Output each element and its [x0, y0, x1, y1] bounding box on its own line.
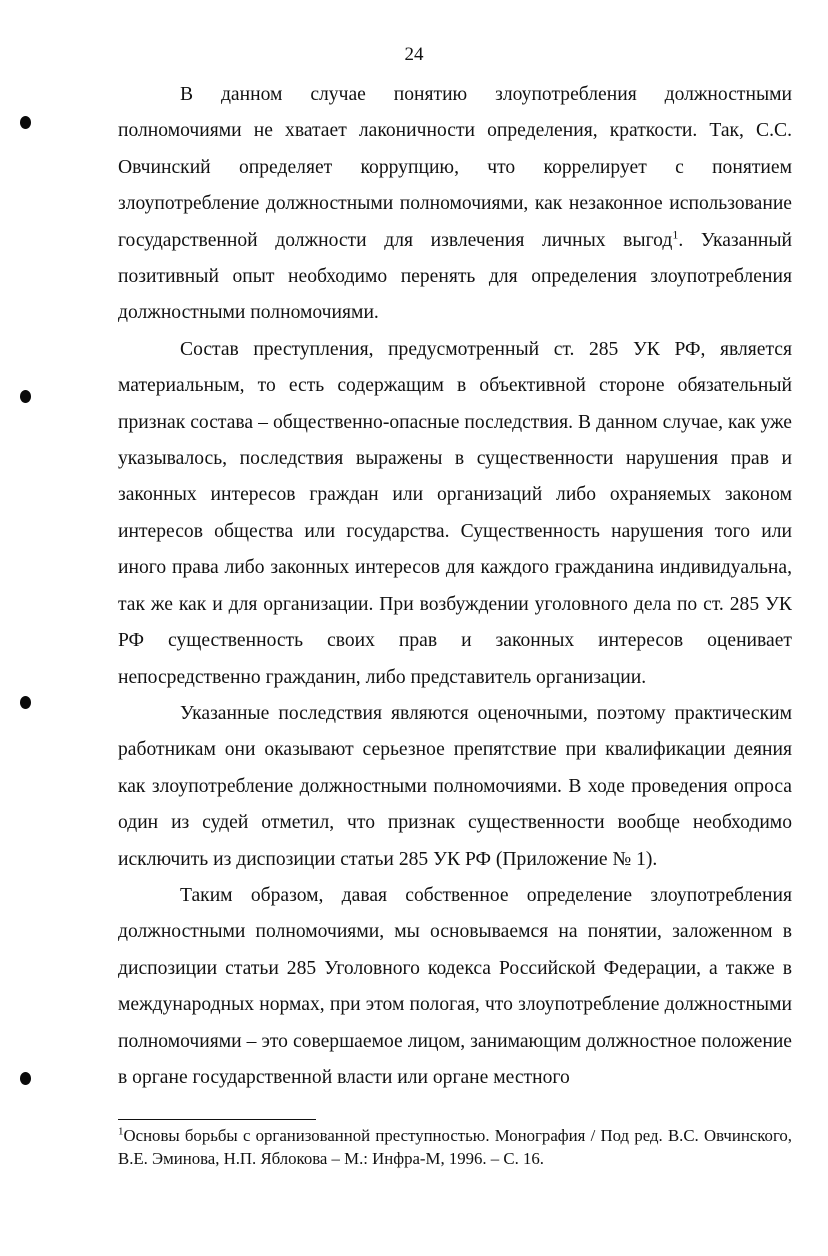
- paragraph-1-text: В данном случае понятию злоупотребления должностными полномочиями не хватает лаконичности определения, краткости. Так, С.С. Овчинский определяет коррупцию, что коррелирует с понятием злоупотребление должностными полномочиями, как незаконное использование государственной должности для извлечения личных выгод: [118, 84, 792, 251]
- footnote: [118, 1124, 792, 1170]
- paragraph-1: [118, 77, 792, 332]
- punch-hole-mark: [20, 1072, 31, 1085]
- punch-hole-mark: [20, 116, 31, 129]
- footnote-separator: [118, 1119, 316, 1120]
- main-text: [118, 77, 792, 1096]
- page-number: 24: [404, 44, 424, 65]
- paragraph-4: Таким образом, давая собственное определение злоупотребления должностными полномочиями, мы основываемся на понятии, заложенном в диспозиции статьи 285 Уголовного кодекса Российской Федерации, а также в международных нормах, при этом пологая, что злоупотребление должностными полномочиями – это совершаемое лицом, занимающим должностное положение в органе государственной власти или органе местного: [118, 884, 792, 1088]
- paragraph-1-text-continued: . Указанный позитивный опыт необходимо перенять для определения злоупотребления должностными полномочиями.: [118, 229, 792, 324]
- footnote-reference: 1: [672, 227, 679, 242]
- paragraph-3: Указанные последствия являются оценочными, поэтому практическим работникам они оказывают серьезное препятствие при квалификации деяния как злоупотребление должностными полномочиями. В ходе проведения опроса один из судей отметил, что признак существенности вообще необходимо исключить из диспозиции статьи 285 УК РФ (Приложение № 1).: [118, 702, 792, 870]
- paragraph-2: Состав преступления, предусмотренный ст. 285 УК РФ, является материальным, то есть содержащим в объективной стороне обязательный признак состава – общественно-опасные последствия. В данном случае, как уже указывалось, последствия выражены в существенности нарушения прав и законных интересов граждан или организаций либо охраняемых законом интересов общества или государства. Существенность нарушения того или иного права либо законных интересов для каждого гражданина индивидуальна, так же как и для организации. При возбуждении уголовного дела по ст. 285 УК РФ существенность своих прав и законных интересов оценивает непосредственно гражданин, либо представитель организации.: [118, 338, 792, 688]
- punch-hole-mark: [20, 696, 31, 709]
- footnote-text: Основы борьбы с организованной преступностью. Монография / Под ред. В.С. Овчинского, В.Е. Эминова, Н.П. Яблокова – М.: Инфра-М, 1996. – С. 16.: [118, 1126, 792, 1168]
- punch-hole-mark: [20, 390, 31, 403]
- footnote-mark: 1: [118, 1125, 124, 1138]
